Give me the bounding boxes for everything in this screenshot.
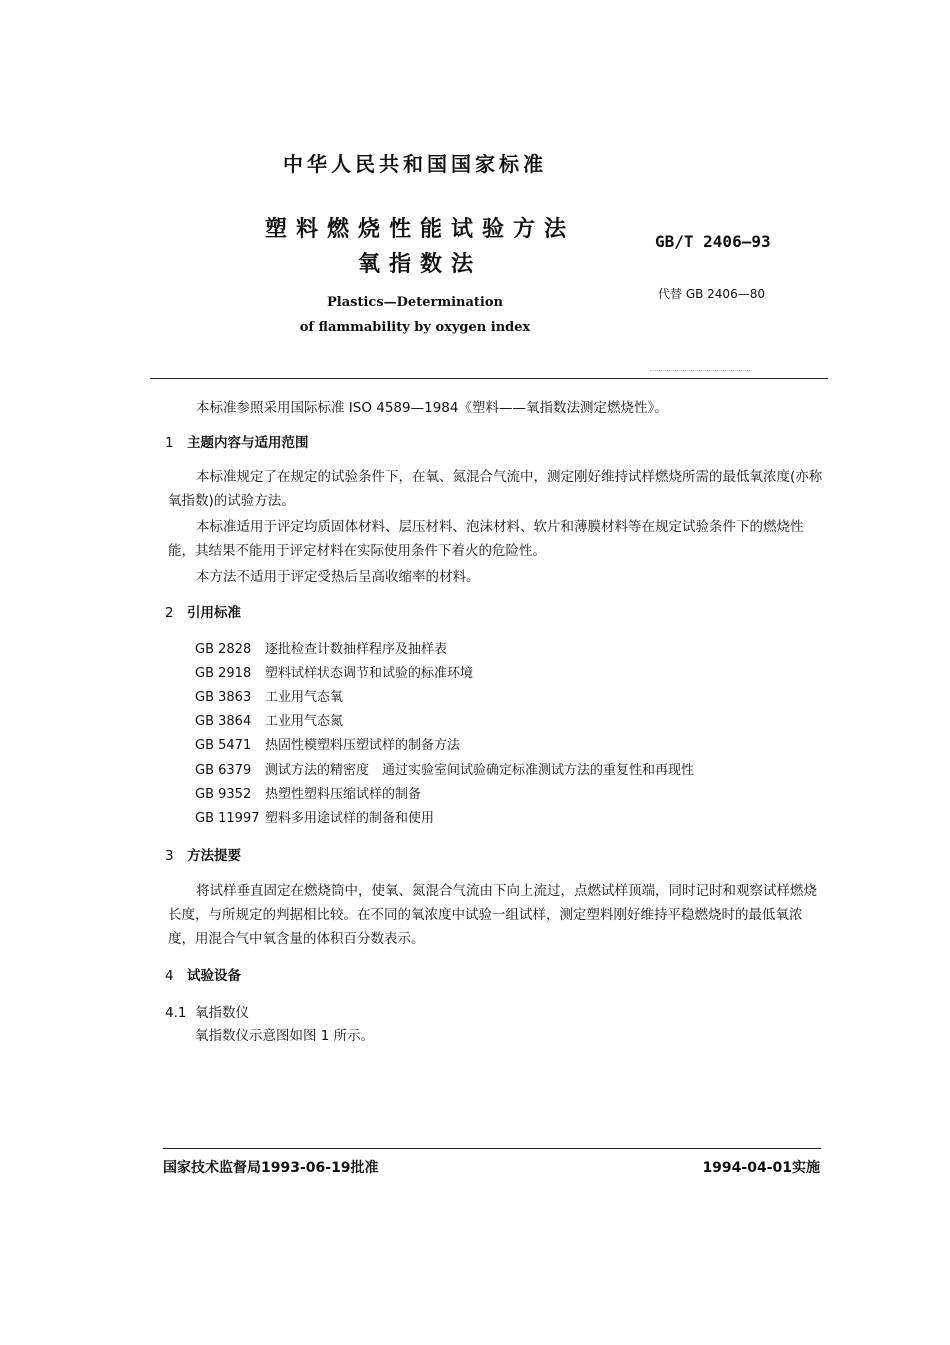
reference-title: 测试方法的精密度 通过实验室间试验确定标准测试方法的重复性和再现性 xyxy=(265,763,695,778)
reference-row xyxy=(195,807,434,826)
section-title: 主题内容与适用范围 xyxy=(187,435,309,451)
section-3-paragraph: 将试样垂直固定在燃烧筒中，使氧、氮混合气流由下向上流过，点燃试样顶端，同时记时和观察试样燃烧长度，与所规定的判据相比较。在不同的氧浓度中试验一组试样，测定塑料刚好维持平稳燃烧时的最低氧浓度，用混合气中氧含量的体积百分数表示。 xyxy=(168,883,817,947)
effective-date: 1994-04-01实施 xyxy=(702,1160,820,1176)
reference-title: 塑料试样状态调节和试验的标准环境 xyxy=(265,666,474,681)
issue-date: 国家技术监督局1993-06-19批准 xyxy=(163,1160,379,1176)
reference-title: 热塑性塑料压缩试样的制备 xyxy=(265,787,422,802)
section-3-heading xyxy=(165,844,241,864)
reference-code: GB 2918 xyxy=(195,666,252,681)
section-4-heading xyxy=(165,964,241,984)
section-number: 2 xyxy=(165,605,174,621)
title-cn-line2: 氧指数法 xyxy=(357,252,482,277)
subsection-title: 氧指数仪 xyxy=(195,1005,249,1021)
reference-code: GB 11997 xyxy=(195,811,260,826)
reference-row xyxy=(195,710,343,729)
section-2-heading xyxy=(165,601,241,621)
footer-divider xyxy=(163,1148,821,1149)
reference-title: 工业用气态氧 xyxy=(265,690,344,705)
intro-paragraph: 本标准参照采用国际标准 ISO 4589—1984《塑料——氧指数法测定燃烧性》。 xyxy=(196,400,668,416)
reference-code: GB 3863 xyxy=(195,690,252,705)
reference-code: GB 9352 xyxy=(195,787,252,802)
replaces-note: 代替 GB 2406—80 xyxy=(658,287,765,301)
reference-title: 逐批检查计数抽样程序及抽样表 xyxy=(265,642,448,657)
section-1-heading xyxy=(165,431,309,451)
reference-row xyxy=(195,759,694,778)
title-cn-line1: 塑料燃烧性能试验方法 xyxy=(264,217,575,242)
reference-code: GB 5471 xyxy=(195,738,252,753)
section-1-paragraph-2: 本标准适用于评定均质固体材料、层压材料、泡沫材料、软片和薄膜材料等在规定试验条件下的燃烧性能，其结果不能用于评定材料在实际使用条件下着火的危险性。 xyxy=(168,519,804,559)
reference-row xyxy=(195,686,343,705)
reference-row xyxy=(195,734,460,753)
subsection-number: 4.1 xyxy=(165,1005,187,1021)
section-number: 4 xyxy=(165,968,174,984)
section-1-paragraph-1: 本标准规定了在规定的试验条件下，在氧、氮混合气流中，测定刚好维持试样燃烧所需的最低氧浓度(亦称氧指数)的试验方法。 xyxy=(168,469,823,509)
standard-number: GB/T 2406—93 xyxy=(655,232,771,251)
reference-code: GB 6379 xyxy=(195,763,252,778)
title-en-line2: of flammability by oxygen index xyxy=(299,320,531,335)
section-title: 方法提要 xyxy=(187,848,241,864)
reference-code: GB 2828 xyxy=(195,642,252,657)
section-title: 引用标准 xyxy=(187,605,241,621)
reference-title: 工业用气态氮 xyxy=(265,714,344,729)
section-number: 3 xyxy=(165,848,174,864)
subsection-4-1-heading xyxy=(165,1001,249,1021)
section-title: 试验设备 xyxy=(187,968,241,984)
reference-row xyxy=(195,638,447,657)
subsection-4-1-text: 氧指数仪示意图如图 1 所示。 xyxy=(195,1028,375,1044)
reference-row xyxy=(195,662,473,681)
header-divider xyxy=(150,378,828,379)
reference-title: 塑料多用途试样的制备和使用 xyxy=(265,811,435,826)
title-en-line1: Plastics—Determination xyxy=(327,295,503,310)
reference-title: 热固性模塑料压塑试样的制备方法 xyxy=(265,738,461,753)
standard-authority: 中华人民共和国国家标准 xyxy=(283,152,547,176)
faint-divider xyxy=(650,370,750,371)
reference-row xyxy=(195,783,421,802)
section-number: 1 xyxy=(165,435,174,451)
section-1-paragraph-3: 本方法不适用于评定受热后呈高收缩率的材料。 xyxy=(196,569,480,585)
reference-code: GB 3864 xyxy=(195,714,252,729)
